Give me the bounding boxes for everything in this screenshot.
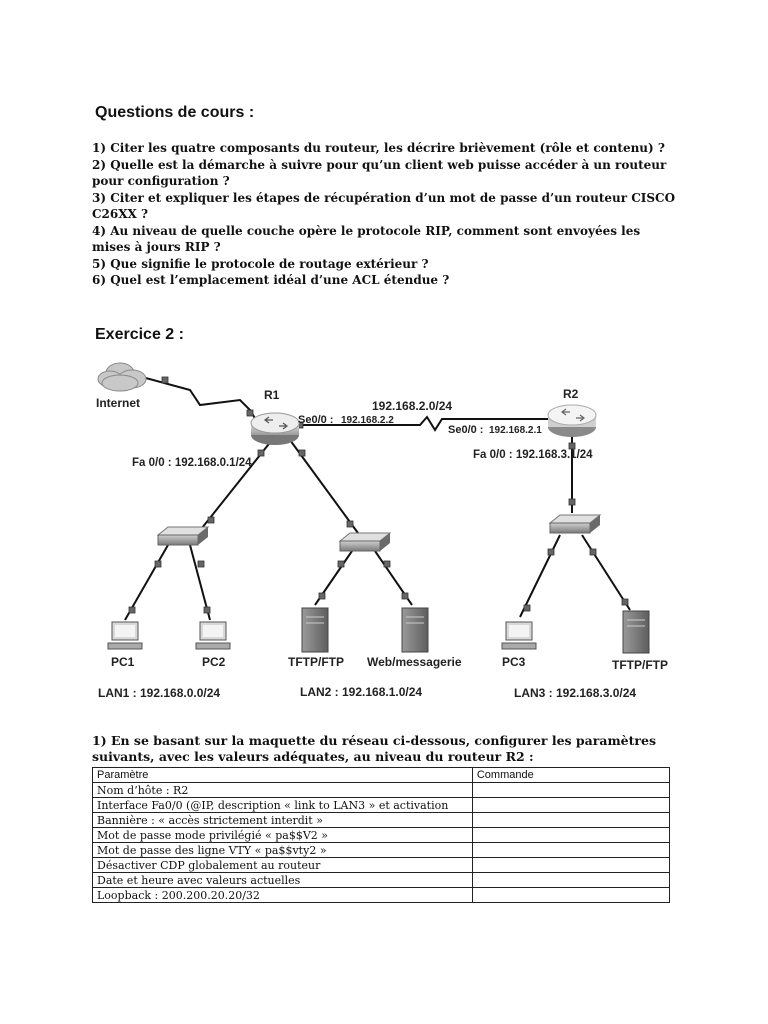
- wan-network-label: 192.168.2.0/24: [372, 399, 453, 413]
- parameter-cell: Bannière : « accès strictement interdit »: [93, 813, 473, 828]
- question-6: 6) Quel est l’emplacement idéal d’une ACL étendue ?: [92, 273, 450, 287]
- tftp-lan3-label: TFTP/FTP: [612, 658, 668, 672]
- config-table: [92, 767, 670, 903]
- internet-link: [142, 377, 256, 420]
- command-cell[interactable]: [472, 843, 669, 858]
- internet-label: Internet: [96, 396, 141, 410]
- lan3-label: LAN3 : 192.168.3.0/24: [514, 686, 637, 700]
- questions-heading: Questions de cours :: [95, 104, 255, 121]
- lan1-label: LAN1 : 192.168.0.0/24: [98, 686, 221, 700]
- r2-label: R2: [563, 387, 579, 401]
- questions-list: [92, 140, 682, 289]
- command-cell[interactable]: [472, 888, 669, 903]
- command-cell[interactable]: [472, 858, 669, 873]
- table-row: [93, 828, 670, 843]
- pc3-label: PC3: [502, 655, 526, 669]
- question-1: 1) Citer les quatre composants du routeur, les décrire brièvement (rôle et contenu) ?: [92, 141, 665, 155]
- command-cell[interactable]: [472, 813, 669, 828]
- column-header-command: Commande: [472, 768, 669, 783]
- network-diagram: [90, 355, 680, 715]
- switch-lan1-icon: [158, 527, 208, 545]
- web-label: Web/messagerie: [367, 655, 462, 669]
- table-row: [93, 813, 670, 828]
- tftp-server-icon: [302, 608, 328, 652]
- question-4: 4) Au niveau de quelle couche opère le protocole RIP, comment sont envoyées les mises à jours RIP ?: [92, 223, 641, 254]
- cloud-icon: [98, 363, 146, 391]
- router-r1-icon: [251, 413, 299, 445]
- command-cell[interactable]: [472, 828, 669, 843]
- pc1-icon: [108, 622, 142, 649]
- command-cell[interactable]: [472, 873, 669, 888]
- web-server-icon: [402, 608, 428, 652]
- r1-serial-ip: 192.168.2.2: [341, 415, 394, 426]
- table-header-row: [93, 768, 670, 783]
- task-intro: 1) En se basant sur la maquette du réseau ci-dessous, configurer les paramètres suivants, avec les valeurs adéquates, au niveau du routeur R2 :: [92, 733, 656, 764]
- table-row: [93, 843, 670, 858]
- parameter-cell: Désactiver CDP globalement au routeur: [93, 858, 473, 873]
- exercise-heading: Exercice 2 :: [95, 326, 184, 343]
- question-5: 5) Que signifie le protocole de routage extérieur ?: [92, 256, 429, 271]
- parameter-cell: Mot de passe mode privilégié « pa$$V2 »: [93, 828, 473, 843]
- switch-lan2-icon: [340, 533, 390, 551]
- tftp-server-lan3-icon: [623, 611, 649, 653]
- parameter-cell: Date et heure avec valeurs actuelles: [93, 873, 473, 888]
- table-row: [93, 888, 670, 903]
- table-row: [93, 873, 670, 888]
- tftp-label: TFTP/FTP: [288, 655, 344, 669]
- router-r2-icon: [548, 405, 596, 437]
- pc2-label: PC2: [202, 655, 226, 669]
- table-row: [93, 798, 670, 813]
- switch-lan3-icon: [550, 515, 600, 533]
- r1-serial-name: Se0/0 :: [298, 414, 334, 426]
- r1-label: R1: [264, 388, 280, 402]
- r1-fa-label: Fa 0/0 : 192.168.0.1/24: [132, 457, 252, 469]
- r2-serial-ip: 192.168.2.1: [489, 425, 542, 436]
- table-row: [93, 858, 670, 873]
- command-cell[interactable]: [472, 798, 669, 813]
- question-2: 2) Quelle est la démarche à suivre pour qu’un client web puisse accéder à un routeur pour configuration ?: [92, 157, 667, 188]
- parameter-cell: Mot de passe des ligne VTY « pa$$vty2 »: [93, 843, 473, 858]
- command-cell[interactable]: [472, 783, 669, 798]
- table-row: [93, 783, 670, 798]
- pc2-icon: [196, 622, 230, 649]
- pc3-icon: [502, 622, 536, 649]
- question-3: 3) Citer et expliquer les étapes de récupération d’un mot de passe d’un routeur CISCO C26XX ?: [92, 190, 676, 221]
- parameter-cell: Loopback : 200.200.20.20/32: [93, 888, 473, 903]
- r2-serial-name: Se0/0 :: [448, 424, 484, 436]
- parameter-cell: Interface Fa0/0 (@IP, description « link to LAN3 » et activation: [93, 798, 473, 813]
- pc1-label: PC1: [111, 655, 135, 669]
- r2-fa-label: Fa 0/0 : 192.168.3.1/24: [473, 449, 593, 461]
- lan2-label: LAN2 : 192.168.1.0/24: [300, 685, 423, 699]
- column-header-parameter: Paramètre: [93, 768, 473, 783]
- parameter-cell: Nom d’hôte : R2: [93, 783, 473, 798]
